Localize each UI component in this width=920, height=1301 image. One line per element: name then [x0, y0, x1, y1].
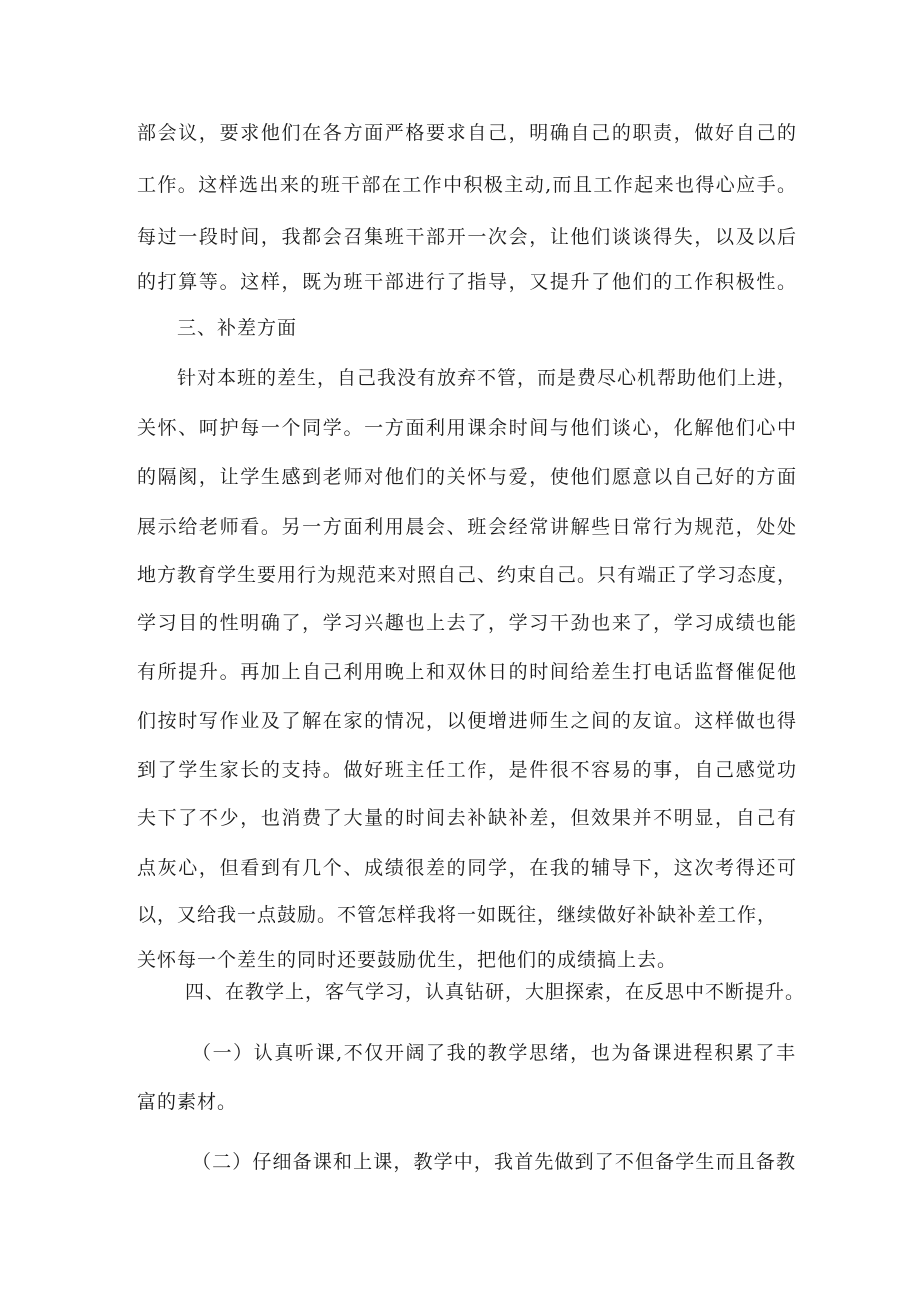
body-line: 每过一段时间，我都会召集班干部开一次会，让他们谈谈得失，以及以后	[137, 226, 797, 248]
section-heading: 三、补差方面	[177, 317, 298, 339]
body-line: 的隔阂，让学生感到老师对他们的关怀与爱，使他们愿意以自己好的方面	[137, 466, 797, 488]
paragraph-first-line: 针对本班的差生，自己我没有放弃不管，而是费尽心机帮助他们上进，	[177, 367, 798, 389]
body-line: 工作。这样选出来的班干部在工作中积极主动,而且工作起来也得心应手。	[137, 174, 797, 196]
body-line: 学习目的性明确了，学习兴趣也上去了，学习干劲也来了，学习成绩也能	[137, 612, 797, 634]
body-line: 们按时写作业及了解在家的情况，以便增进师生之间的友谊。这样做也得	[137, 710, 797, 732]
body-line: 关怀、呵护每一个同学。一方面利用课余时间与他们谈心，化解他们心中	[137, 417, 797, 439]
section-heading: 四、在教学上，客气学习，认真钻研，大胆探索，在反思中不断提升。	[185, 981, 806, 1003]
body-line: 点灰心，但看到有几个、成绩很差的同学，在我的辅导下，这次考得还可	[137, 857, 797, 879]
body-line: 有所提升。再加上自己利用晚上和双休日的时间给差生打电话监督催促他	[137, 661, 797, 683]
body-line: 到了学生家长的支持。做好班主任工作，是件很不容易的事，自己感觉功	[137, 759, 797, 781]
body-line: 富的素材。	[137, 1091, 238, 1113]
body-line: 以，又给我一点鼓励。不管怎样我将一如既往，继续做好补缺补差工作，	[137, 904, 778, 926]
body-line: 部会议，要求他们在各方面严格要求自己，明确自己的职责，做好自己的	[137, 122, 797, 144]
body-line: 夫下了不少，也消费了大量的时间去补缺补差，但效果并不明显，自己有	[137, 807, 797, 829]
body-line: 展示给老师看。另一方面利用晨会、班会经常讲解些日常行为规范，处处	[137, 516, 797, 538]
subsection-first-line: （二）仔细备课和上课，教学中，我首先做到了不但备学生而且备教	[192, 1151, 796, 1173]
body-line: 关怀每一个差生的同时还要鼓励优生，把他们的成绩搞上去。	[137, 949, 678, 971]
body-line: 地方教育学生要用行为规范来对照自己、约束自己。只有端正了学习态度，	[137, 564, 798, 586]
body-line: 的打算等。这样，既为班干部进行了指导，又提升了他们的工作积极性。	[137, 271, 797, 293]
subsection-first-line: （一）认真听课,不仅开阔了我的教学思绪，也为备课进程积累了丰	[192, 1042, 796, 1064]
